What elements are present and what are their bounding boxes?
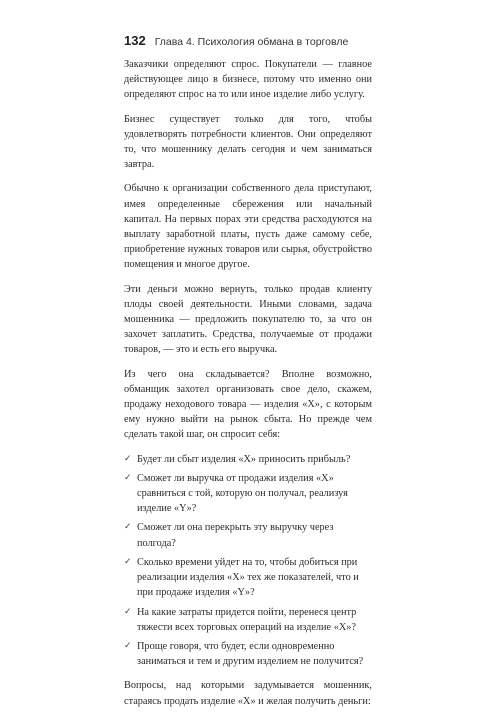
checkmark-icon: ✓ — [124, 606, 132, 617]
list-item — [124, 471, 372, 517]
list-item-text: Будет ли сбыт изделия «X» приносить прибыль? — [137, 453, 351, 465]
paragraph: Бизнес существует только для того, чтобы удовлетворять потребности клиентов. Они определяют то, что мошеннику делать сегодня и чем заниматься завтра. — [124, 113, 372, 171]
list-item-text: Сможет ли она перекрыть эту выручку через полгода? — [137, 522, 334, 549]
page-number: 132 — [124, 33, 146, 48]
page-body — [124, 57, 372, 718]
list-item-text: На какие затраты придется пойти, перенеся центр тяжести всех торговых операций на изделие «X»? — [137, 606, 357, 633]
list-item — [124, 555, 372, 601]
checkmark-icon: ✓ — [124, 556, 132, 567]
list-item-text: Проще говоря, что будет, если одновременно заниматься и тем и другим изделием не получится? — [137, 640, 364, 668]
running-header — [124, 33, 370, 48]
list-item-text: Сможет ли выручка от продажи изделия «X» сравниться с той, которую он получал, реализуя изделие «Y»? — [137, 472, 348, 515]
checkmark-icon: ✓ — [124, 472, 132, 483]
checkmark-icon: ✓ — [124, 453, 132, 464]
list-item — [124, 605, 372, 635]
list-item — [124, 639, 372, 669]
paragraph: Эти деньги можно вернуть, только продав клиенту плоды своей деятельности. Иными словами, задача мошенника — предложить покупателю то, за что он захочет заплатить. Средства, получаемые от продажи товаров, — это и есть его выручка. — [124, 283, 372, 356]
paragraph: Из чего она складывается? Вполне возможно, обманщик захотел организовать свое дело, скажем, продажу неходового товара — изделия «X», с которым ему нужно выйти на рынок сбыта. Но прежде чем сделать такой шаг, он спросит себя: — [124, 368, 372, 441]
paragraph: Вопросы, над которыми задумывается мошенник, стараясь продать изделие «X» и желая получить деньги: — [124, 680, 372, 707]
checkmark-icon: ✓ — [124, 640, 132, 651]
checkmark-icon: ✓ — [124, 522, 132, 533]
list-item-text: Сколько времени уйдет на то, чтобы добиться при реализации изделия «X» тех же показателей, что и при продаже изделия «Y»? — [137, 556, 359, 599]
paragraph: Обычно к организации собственного дела приступают, имея определенные сбережения или начальный капитал. На первых порах эти средства расходуются на выплату заработной платы, пусть даже самому себе, приобретение нужных товаров или сырья, обустройство помещения и многое другое. — [124, 183, 372, 271]
list-item — [124, 520, 372, 550]
chapter-title: Глава 4. Психология обмана в торговле — [154, 36, 349, 48]
list-item — [124, 452, 372, 467]
question-list — [124, 452, 372, 670]
paragraph: Заказчики определяют спрос. Покупатели — главное действующее лицо в бизнесе, потому что именно они определяют спрос на то или иное изделие либо услугу. — [124, 59, 372, 101]
